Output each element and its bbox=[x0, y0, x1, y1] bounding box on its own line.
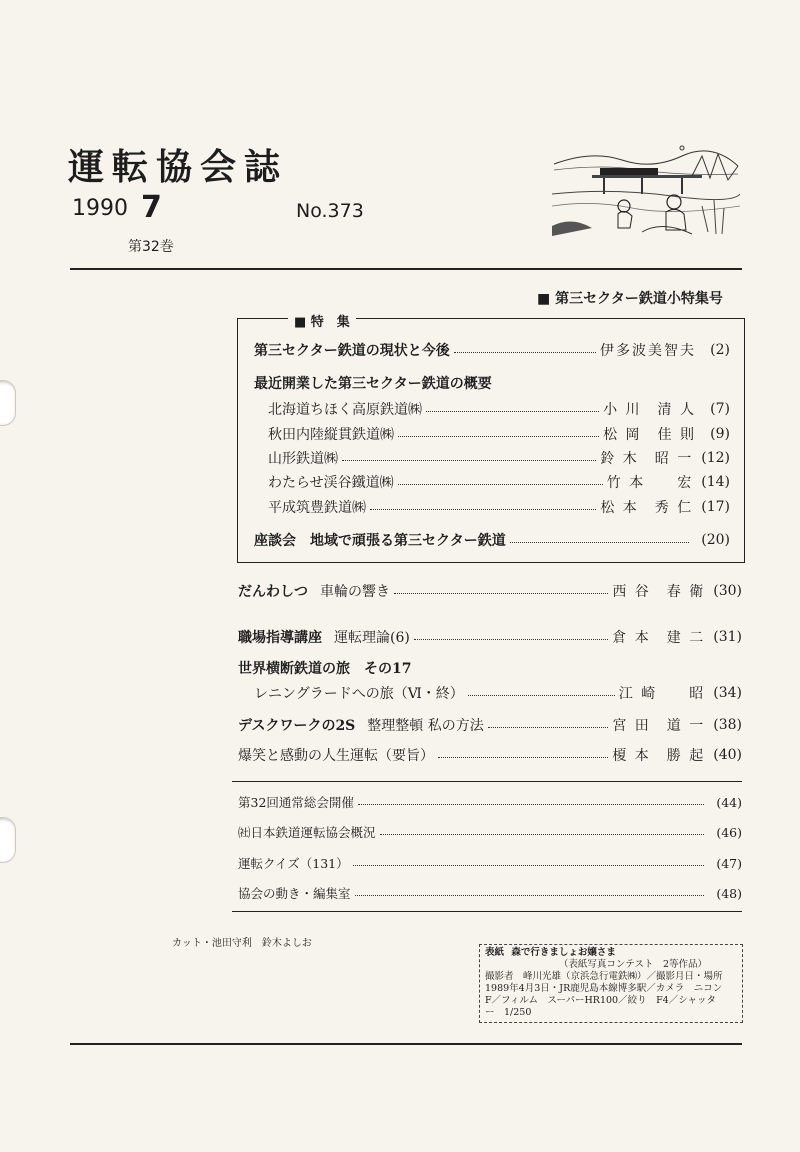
cover-credit-line: 撮影者 峰川光雄（京浜急行電鉄㈱）／撮影月日・場所 bbox=[485, 971, 723, 982]
entry-author: 倉 本 建 二 bbox=[612, 630, 706, 646]
entry-page: (46) bbox=[716, 824, 742, 840]
entry-series: だんわしつ bbox=[238, 584, 308, 600]
entry-author: 西 谷 春 衛 bbox=[612, 584, 706, 600]
article-entry[interactable] bbox=[238, 745, 742, 765]
railway-illustration bbox=[552, 136, 740, 244]
feature-label: ■ 特 集 bbox=[288, 311, 356, 330]
dot-leader bbox=[510, 542, 690, 543]
entry-author: 松 本 秀 仁 bbox=[600, 500, 694, 516]
entry-page: (20) bbox=[701, 532, 730, 548]
entry-series: デスクワークの2S bbox=[238, 718, 356, 734]
cover-credit-box bbox=[479, 944, 743, 1023]
dot-leader bbox=[398, 484, 603, 485]
entry-page: (2) bbox=[710, 342, 730, 358]
series-heading: 世界横断鉄道の旅 その17 bbox=[238, 661, 412, 677]
dot-leader bbox=[488, 727, 609, 728]
binder-hole-top bbox=[0, 380, 16, 426]
entry-title: 第32回通常総会開催 bbox=[238, 795, 354, 810]
entry-title: 整理整頓 私の方法 bbox=[367, 718, 484, 734]
entry-title: レニングラードへの旅（Ⅵ・終） bbox=[254, 686, 464, 702]
entry-title: 山形鉄道㈱ bbox=[268, 451, 338, 467]
entry-title: 協会の動き・編集室 bbox=[238, 886, 351, 901]
entry-page: (34) bbox=[713, 685, 742, 701]
entry-page: (48) bbox=[716, 885, 742, 901]
cover-title: 森で行きましょお嬢さま bbox=[511, 947, 616, 958]
notice-entry[interactable] bbox=[238, 793, 742, 811]
dot-leader bbox=[342, 460, 596, 461]
dot-leader bbox=[353, 865, 704, 866]
notice-entry[interactable] bbox=[238, 884, 742, 902]
entry-author: 松 岡 佳 則 bbox=[603, 427, 696, 443]
cover-credit-line: 1989年4月3日・JR鹿児島本線博多駅／カメラ ニコン bbox=[485, 983, 723, 994]
issue-month: 7 bbox=[141, 190, 162, 225]
feature-item[interactable] bbox=[268, 424, 730, 444]
entry-author: 伊多波美智夫 bbox=[600, 343, 696, 359]
cover-label: 表紙 bbox=[485, 947, 505, 958]
dot-leader bbox=[355, 895, 704, 896]
section-divider bbox=[232, 911, 742, 912]
article-entry[interactable] bbox=[254, 683, 742, 703]
header-rule bbox=[70, 268, 742, 270]
dot-leader bbox=[438, 757, 608, 758]
article-entry[interactable] bbox=[238, 627, 742, 647]
entry-title: 運転クイズ（131） bbox=[238, 856, 349, 871]
entry-page: (30) bbox=[713, 583, 742, 599]
illustration-credit: カット・池田守利 鈴木よしお bbox=[172, 938, 312, 949]
dot-leader bbox=[468, 695, 615, 696]
entry-series: 職場指導講座 bbox=[238, 630, 322, 646]
dot-leader bbox=[370, 509, 596, 510]
entry-title: 運転理論(6) bbox=[334, 630, 410, 646]
entry-page: (44) bbox=[716, 794, 742, 810]
feature-item[interactable] bbox=[268, 472, 730, 492]
dot-leader bbox=[454, 352, 596, 353]
entry-page: (14) bbox=[701, 474, 730, 490]
entry-page: (9) bbox=[710, 426, 730, 442]
notice-entry[interactable] bbox=[238, 854, 742, 872]
entry-title: 秋田内陸縦貫鉄道㈱ bbox=[268, 427, 394, 443]
entry-author: 竹 本 宏 bbox=[606, 475, 694, 491]
feature-group-title: 最近開業した第三セクター鉄道の概要 bbox=[254, 376, 492, 392]
entry-author: 小 川 清 人 bbox=[603, 402, 696, 418]
volume-number: 第32巻 bbox=[128, 239, 174, 255]
article-entry[interactable] bbox=[238, 581, 742, 601]
special-issue-heading: ■ 第三セクター鉄道小特集号 bbox=[537, 291, 723, 307]
entry-page: (38) bbox=[713, 717, 742, 733]
entry-page: (31) bbox=[713, 629, 742, 645]
issue-year: 1990 bbox=[72, 196, 128, 221]
entry-page: (12) bbox=[701, 450, 730, 466]
entry-title: 第三セクター鉄道の現状と今後 bbox=[254, 343, 450, 359]
feature-item[interactable] bbox=[268, 399, 730, 419]
cover-credit-line: F／フィルム スーパーHR100／絞り F4／シャッタ bbox=[485, 995, 717, 1006]
issue-number: No.373 bbox=[296, 200, 364, 222]
dot-leader bbox=[380, 834, 704, 835]
article-entry[interactable] bbox=[238, 715, 742, 735]
feature-roundtable-entry[interactable] bbox=[254, 530, 730, 550]
entry-author: 鈴 木 昭 一 bbox=[600, 451, 694, 467]
feature-lead-entry[interactable] bbox=[254, 340, 730, 360]
entry-author: 宮 田 道 一 bbox=[612, 718, 706, 734]
cover-subtitle: （表紙写真コンテスト 2等作品） bbox=[558, 959, 707, 970]
entry-page: (40) bbox=[713, 747, 742, 763]
entry-title: ㈳日本鉄道運転協会概況 bbox=[238, 825, 376, 840]
feature-item[interactable] bbox=[268, 448, 730, 468]
entry-title: 座談会 地域で頑張る第三セクター鉄道 bbox=[254, 533, 506, 549]
entry-title: 車輪の響き bbox=[320, 584, 390, 600]
dot-leader bbox=[426, 411, 599, 412]
entry-author: 江 崎 昭 bbox=[618, 686, 706, 702]
dot-leader bbox=[398, 436, 599, 437]
section-divider bbox=[232, 781, 742, 782]
feature-item[interactable] bbox=[268, 497, 730, 517]
entry-title: 爆笑と感動の人生運転（要旨） bbox=[238, 748, 434, 764]
entry-page: (17) bbox=[701, 499, 730, 515]
entry-page: (47) bbox=[716, 855, 742, 871]
cover-credit-line: ー 1/250 bbox=[485, 1007, 532, 1018]
dot-leader bbox=[414, 639, 609, 640]
dot-leader bbox=[394, 593, 608, 594]
dot-leader bbox=[358, 804, 704, 805]
entry-title: 北海道ちほく高原鉄道㈱ bbox=[268, 402, 422, 418]
entry-page: (7) bbox=[710, 401, 730, 417]
magazine-title: 運転協会誌 bbox=[68, 147, 289, 188]
entry-title: 平成筑豊鉄道㈱ bbox=[268, 500, 366, 516]
entry-author: 榎 本 勝 起 bbox=[612, 748, 706, 764]
notice-entry[interactable] bbox=[238, 823, 742, 841]
footer-rule bbox=[70, 1043, 742, 1045]
entry-title: わたらせ渓谷鐵道㈱ bbox=[268, 475, 394, 491]
binder-hole-bottom bbox=[0, 817, 16, 863]
